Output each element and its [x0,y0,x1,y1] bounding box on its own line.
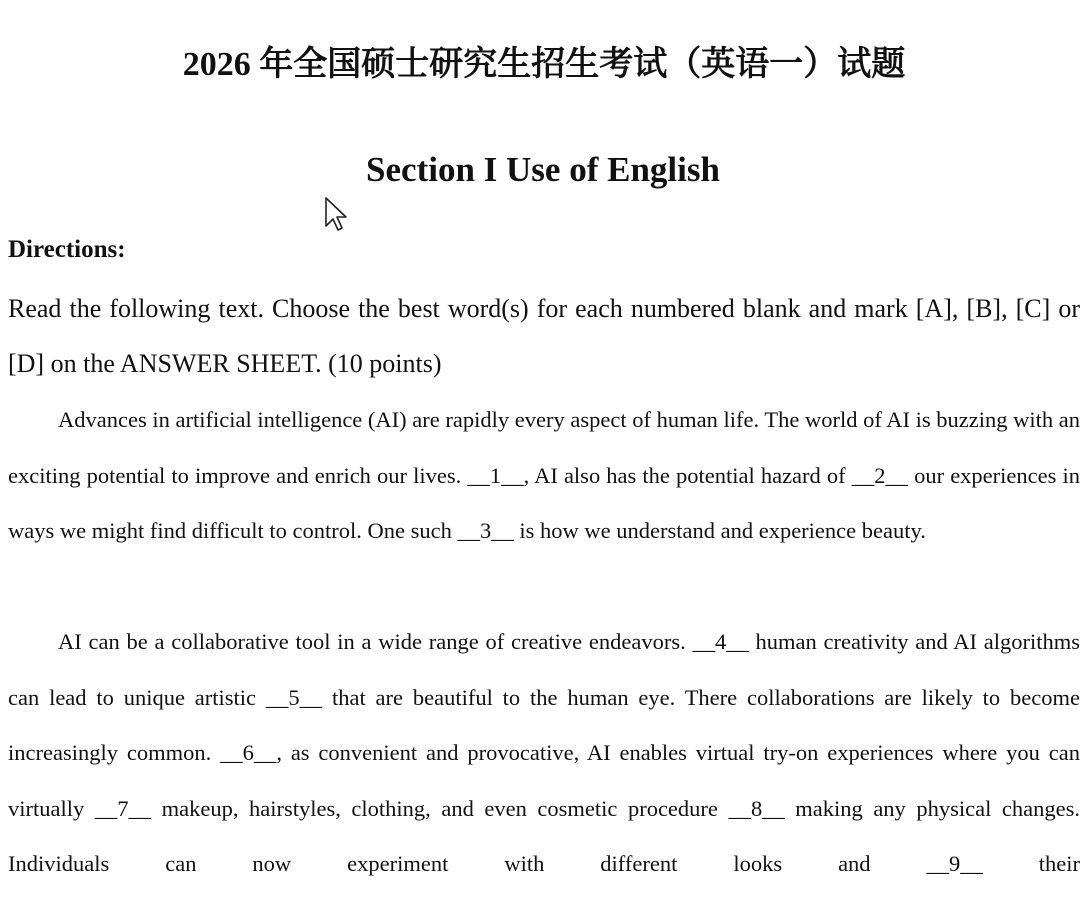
passage-paragraph-1: Advances in artificial intelligence (AI) are rapidly every aspect of human life. The world of AI is buzzing with an exciting potential to improve and enrich our lives. __1__, AI also has the potential hazard of __2__ our experiences in ways we might find difficult to control. One such __3__ is how we understand and experience beauty. [8,407,1080,543]
section-title: Section I Use of English [366,150,720,189]
mouse-pointer-icon [324,196,348,232]
passage-paragraph-2: AI can be a collaborative tool in a wide range of creative endeavors. __4__ human creativity and AI algorithms can lead to unique artistic __5__ that are beautiful to the human eye. There collaborations are likely to become increasingly common. __6__, as convenient and provocative, AI enables virtual try-on experiences where you can virtually __7__ makeup, hairstyles, clothing, and even cosmetic procedure __8__ making any physical changes. Individuals can now experiment with different looks and __9__ their [8,629,1080,876]
directions-label: Directions: [8,236,126,263]
directions-text: Read the following text. Choose the best word(s) for each numbered blank and mark [A], [B], [C] or [D] on the ANSWER SHEET. (10 points) [8,294,1080,378]
exam-title: 2026 年全国硕士研究生招生考试（英语一）试题 [182,46,906,83]
